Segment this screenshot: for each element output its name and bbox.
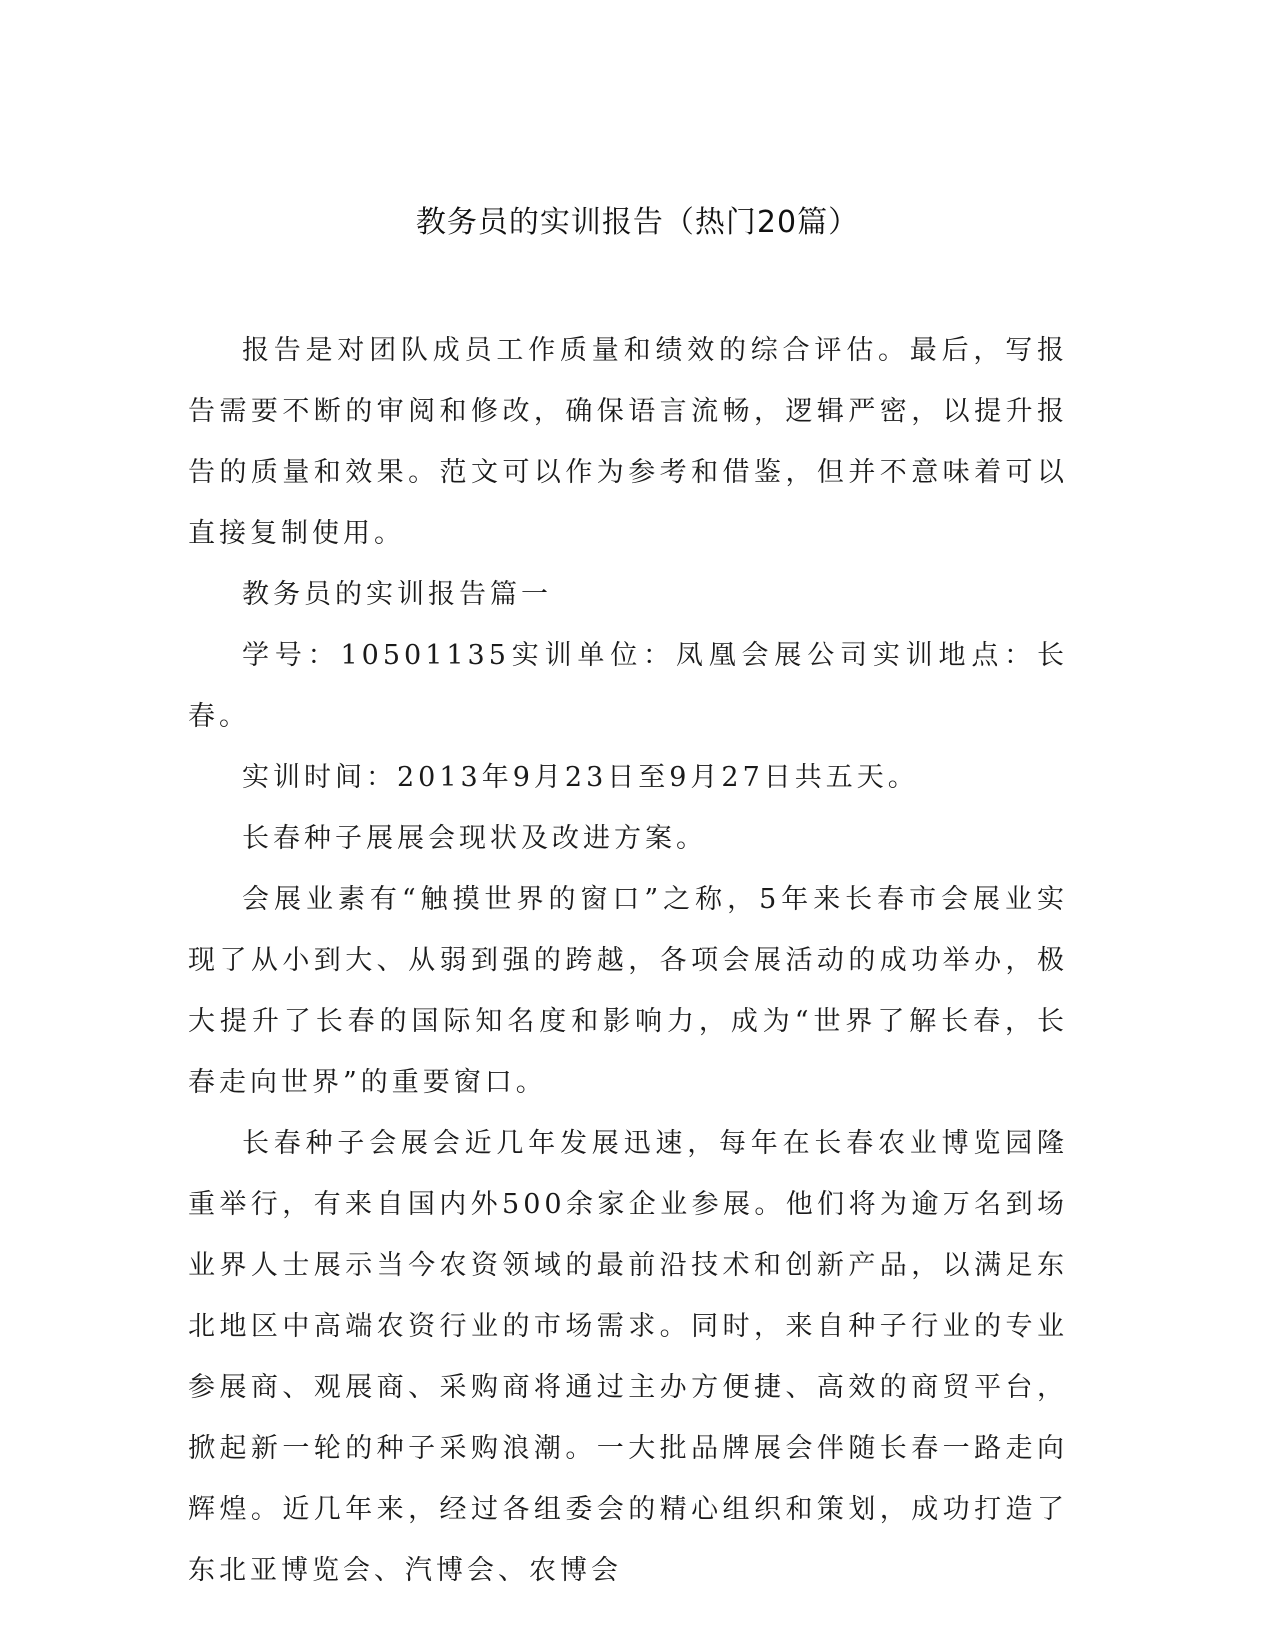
report-topic-line: 长春种子展展会现状及改进方案。: [242, 823, 707, 854]
section-heading: 教务员的实训报告篇一: [242, 579, 552, 610]
body-paragraph: 长春种子会展会近几年发展迅速，每年在长春农业博览园隆重举行，有来自国内外500余家企业参展。他们将为逾万名到场业界人士展示当今农资领域的最前沿技术和创新产品，以满足东北地区中高端农资行业的市场需求。同时，来自种子行业的专业参展商、观展商、采购商将通过主办方便捷、高效的商贸平台，掀起新一轮的种子采购浪潮。一大批品牌展会伴随长春一路走向辉煌。近几年来，经过各组委会的精心组织和策划，成功打造了东北亚博览会、汽博会、农博会: [188, 1128, 1068, 1586]
training-time-line: 实训时间：2013年9月23日至9月27日共五天。: [242, 762, 919, 793]
document-title: 教务员的实训报告（热门20篇）: [415, 205, 860, 240]
document-body: [188, 320, 1068, 1601]
student-info-line: 学号：10501135实训单位：凤凰会展公司实训地点：长春。: [188, 640, 1068, 732]
body-paragraph: 会展业素有“触摸世界的窗口”之称，5年来长春市会展业实现了从小到大、从弱到强的跨越，各项会展活动的成功举办，极大提升了长春的国际知名度和影响力，成为“世界了解长春，长春走向世界”的重要窗口。: [188, 884, 1068, 1098]
intro-paragraph: 报告是对团队成员工作质量和绩效的综合评估。最后，写报告需要不断的审阅和修改，确保语言流畅，逻辑严密，以提升报告的质量和效果。范文可以作为参考和借鉴，但并不意味着可以直接复制使用。: [188, 335, 1068, 549]
